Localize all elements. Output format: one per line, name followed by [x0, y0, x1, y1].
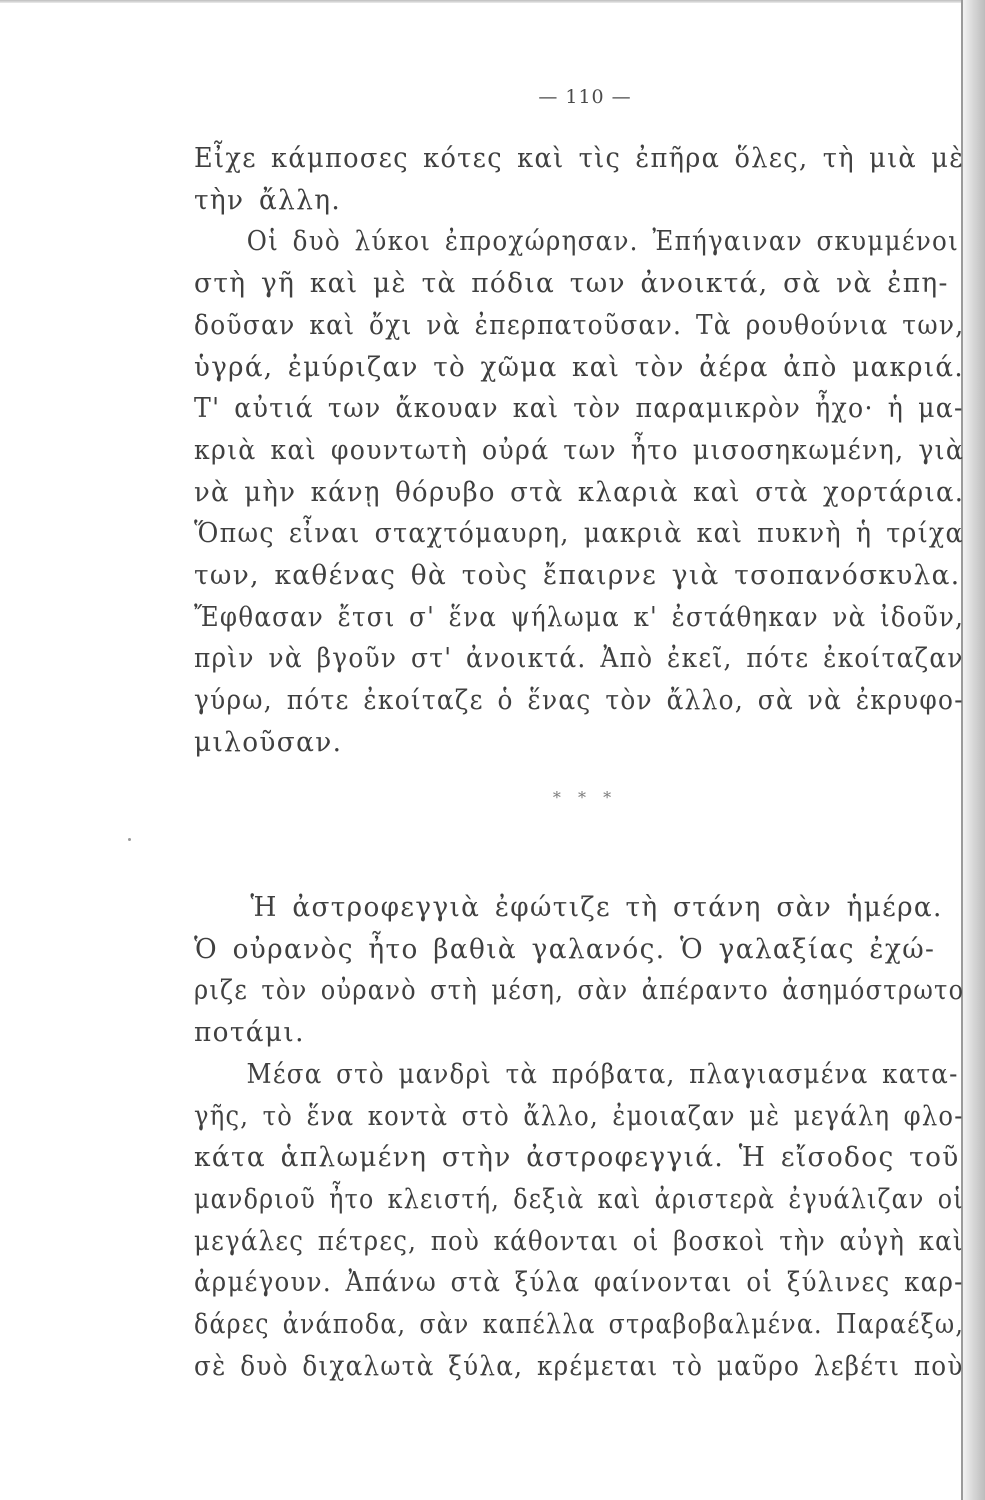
text-line: Ὁ οὐρανὸς ἦτο βαθιὰ γαλανός. Ὁ γαλαξίας ἐχώ- [194, 933, 936, 965]
text-line: Οἱ δυὸ λύκοι ἐπροχώρησαν. Ἐπήγαιναν σκυμμένοι [246, 226, 959, 258]
scan-edge-top [0, 0, 965, 3]
text-line: των, καθένας θὰ τοὺς ἔπαιρνε γιὰ τσοπανόσκυλα. [194, 560, 961, 592]
text-line: τὴν ἄλλη. [194, 184, 342, 216]
text-line: μιλοῦσαν. [194, 726, 343, 758]
text-line: Ἡ ἀστροφεγγιὰ ἐφώτιζε τὴ στάνη σὰν ἡμέρα. [250, 892, 943, 923]
text-line: ριζε τὸν οὐρανὸ στὴ μέση, σὰν ἀπέραντο ἀσημόστρωτο [194, 975, 965, 1007]
text-line: δοῦσαν καὶ ὄχι νὰ ἐπερπατοῦσαν. Τὰ ρουθούνια των, [194, 309, 965, 341]
text-line: Ὅπως εἶναι σταχτόμαυρη, μακριὰ καὶ πυκνὴ ἡ τρίχα [194, 518, 964, 550]
text-line: γῆς, τὸ ἕνα κοντὰ στὸ ἄλλο, ἐμοιαζαν μὲ μεγάλη φλο- [194, 1100, 964, 1132]
text-line: στὴ γῆ καὶ μὲ τὰ πόδια των ἀνοικτά, σὰ νὰ ἐπη- [194, 268, 949, 300]
text-line: Τ' αὐτιά των ἄκουαν καὶ τὸν παραμικρὸν ἦχο· ἡ μα- [194, 393, 964, 425]
section-separator: * * * [552, 788, 618, 807]
text-block-bottom [194, 887, 984, 1387]
text-line: μανδριοῦ ἦτο κλειστή, δεξιὰ καὶ ἀριστερὰ ἐγυάλιζαν οἱ [194, 1183, 964, 1215]
text-line: Ἔφθασαν ἔτσι σ' ἕνα ψήλωμα κ' ἐστάθηκαν νὰ ἰδοῦν, [194, 601, 965, 633]
text-line: Εἶχε κάμποσες κότες καὶ τὶς ἐπῆρα ὅλες, τὴ μιὰ μὲ [194, 143, 965, 174]
text-line: ἀρμέγουν. Ἀπάνω στὰ ξύλα φαίνονται οἱ ξύλινες καρ- [194, 1267, 964, 1299]
text-line: κριὰ καὶ φουντωτὴ οὐρά των ἦτο μισοσηκωμένη, γιὰ [194, 434, 965, 466]
text-line: γύρω, πότε ἐκοίταζε ὁ ἕνας τὸν ἄλλο, σὰ νὰ ἐκρυφο- [194, 685, 964, 717]
text-line: κάτα ἁπλωμένη στὴν ἀστροφεγγιά. Ἡ εἴσοδος τοῦ [194, 1142, 960, 1174]
text-block-top [194, 138, 984, 764]
text-line: νὰ μὴν κάνῃ θόρυβο στὰ κλαριὰ καὶ στὰ χορτάρια. [194, 476, 965, 508]
text-line: δάρες ἀνάποδα, σὰν καπέλλα στραβοβαλμένα. Παραέξω, [194, 1309, 965, 1341]
text-line: πρὶν νὰ βγοῦν στ' ἀνοικτά. Ἀπὸ ἐκεῖ, πότε ἐκοίταζαν [194, 643, 964, 675]
text-line: ποτάμι. [194, 1017, 305, 1049]
text-line: μεγάλες πέτρες, ποὺ κάθονται οἱ βοσκοὶ τὴν αὐγὴ καὶ [194, 1225, 964, 1257]
text-line: σὲ δυὸ διχαλωτὰ ξύλα, κρέμεται τὸ μαῦρο λεβέτι ποὺ [194, 1350, 964, 1382]
page-number: — 110 — [538, 86, 632, 108]
scan-speck [128, 838, 131, 841]
text-line: Μέσα στὸ μανδρὶ τὰ πρόβατα, πλαγιασμένα κατα- [246, 1058, 959, 1090]
text-line: ὑγρά, ἐμύριζαν τὸ χῶμα καὶ τὸν ἀέρα ἀπὸ μακριά. [194, 351, 965, 383]
